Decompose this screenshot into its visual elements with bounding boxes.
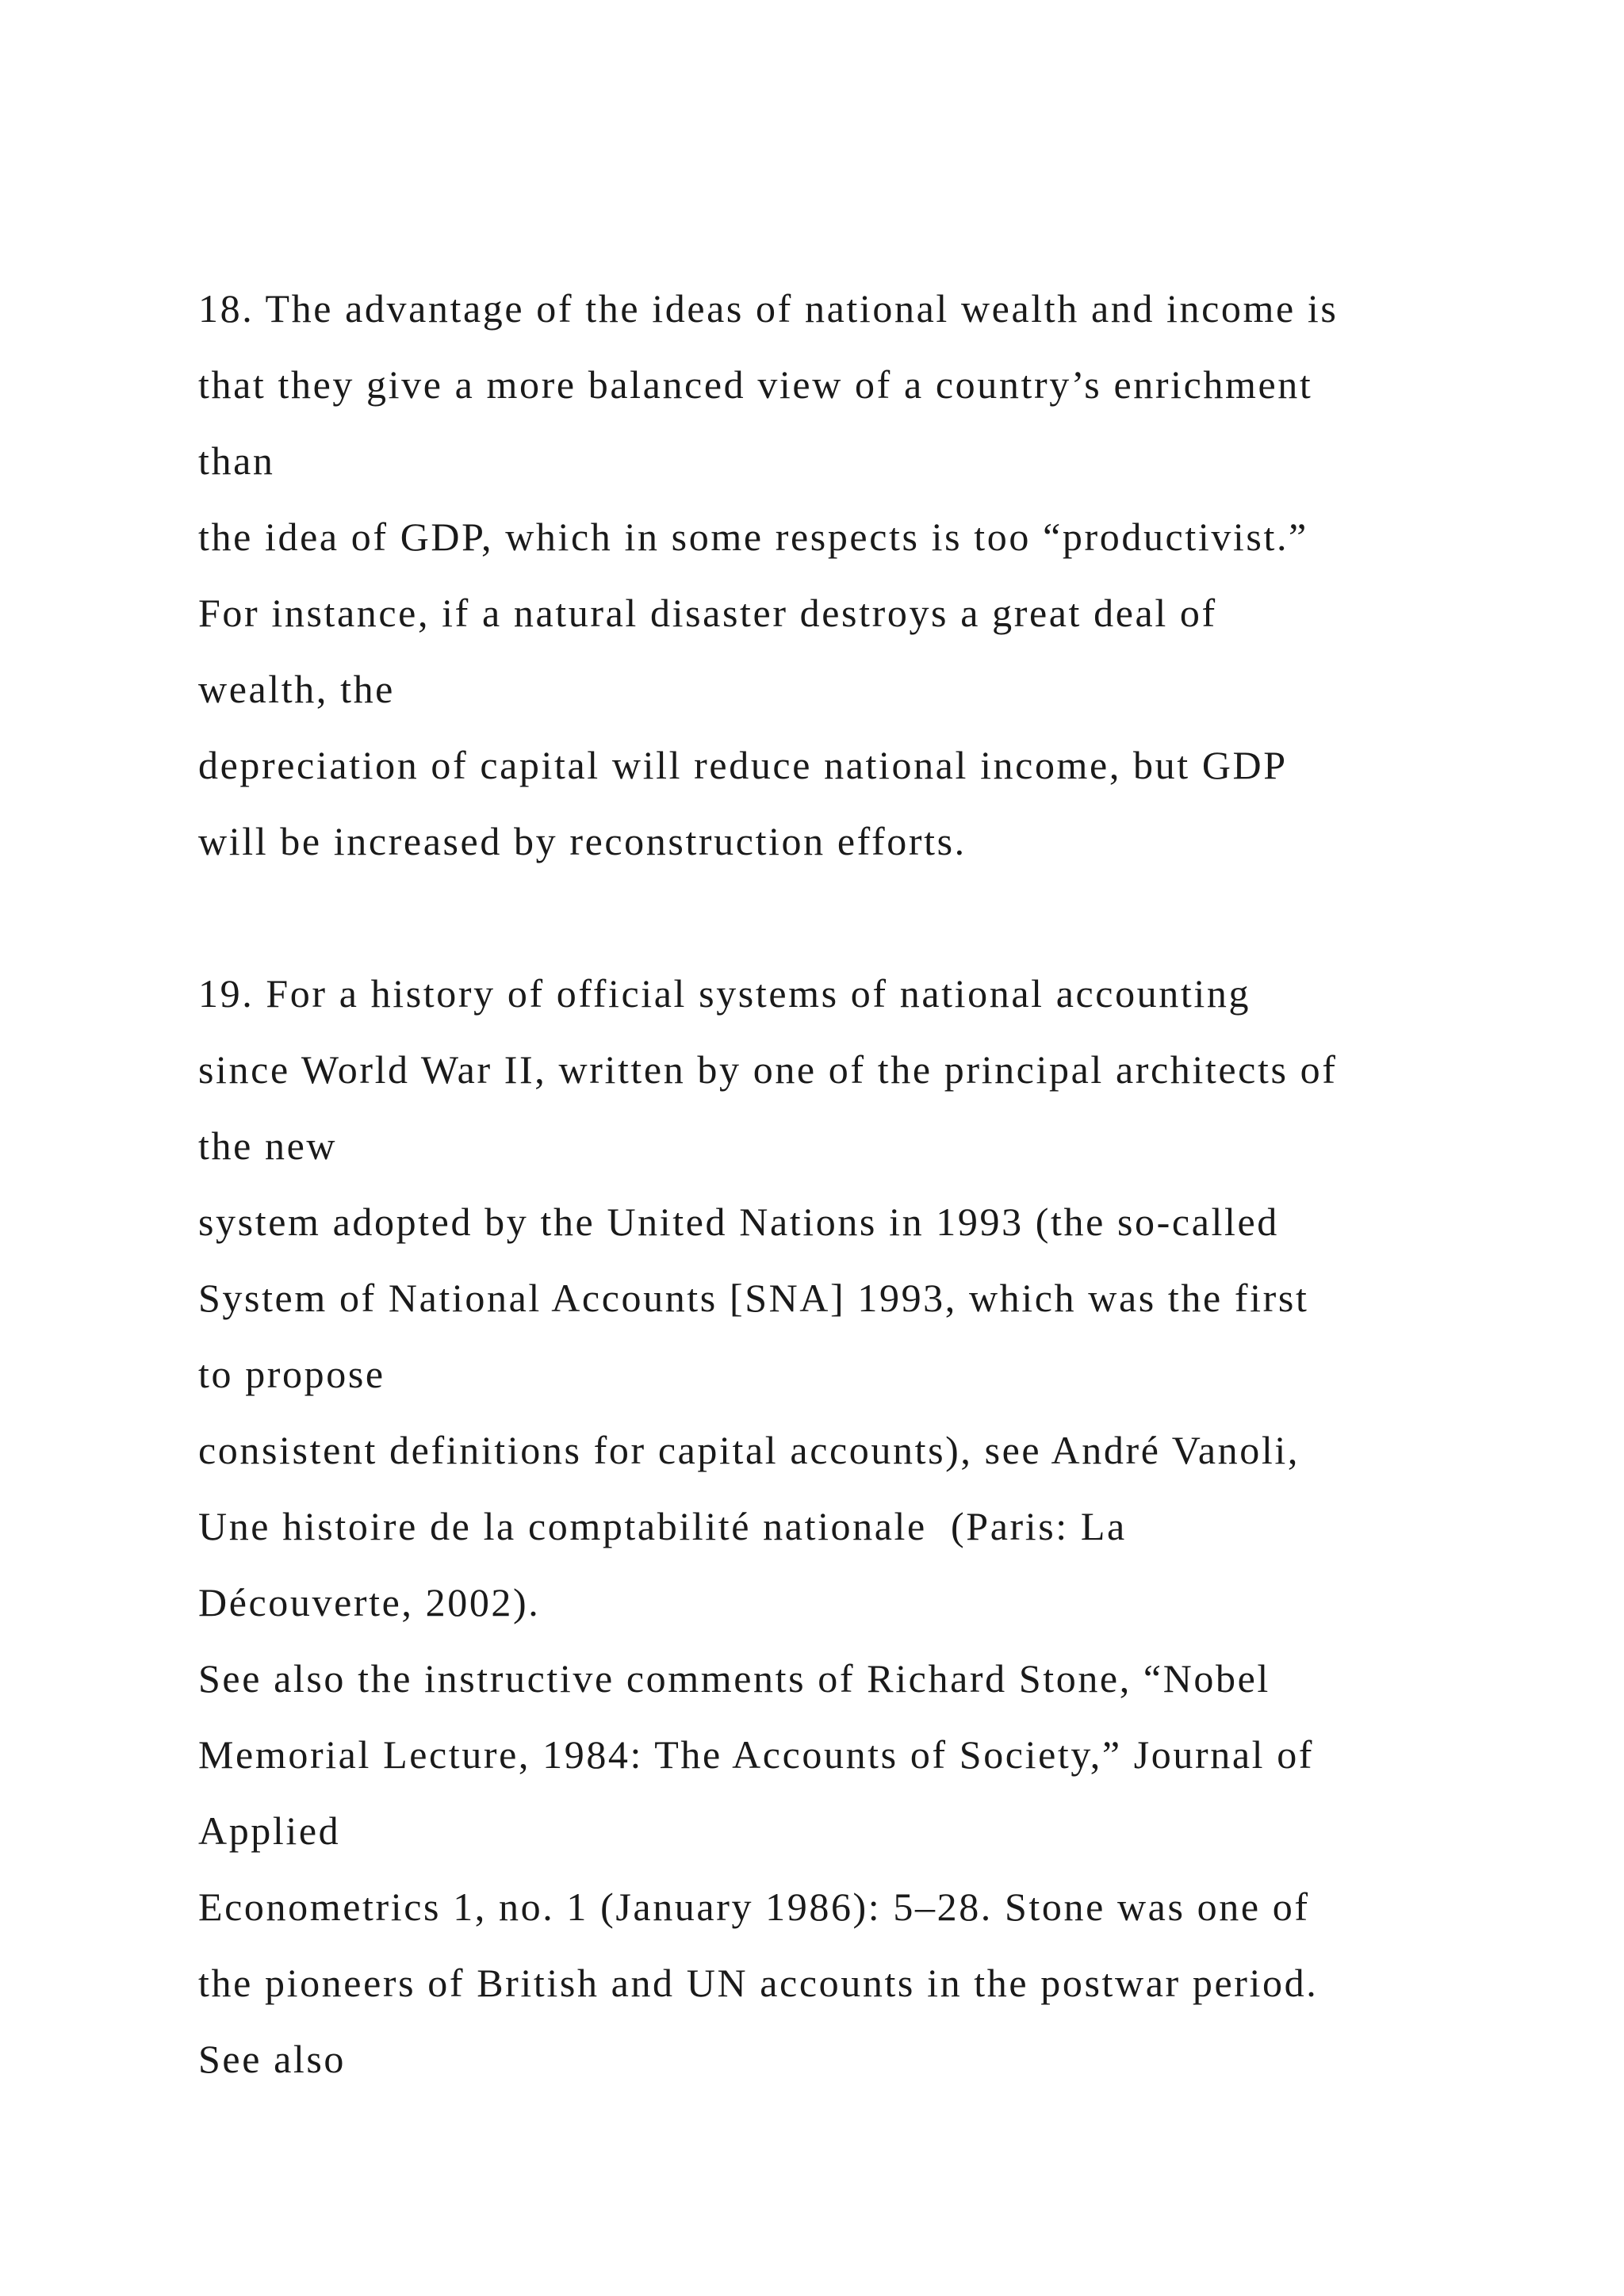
document-text xyxy=(198,270,1507,2097)
text-line: For instance, if a natural disaster destroys a great deal of xyxy=(198,591,1217,635)
text-line: See also the instructive comments of Richard Stone, “Nobel xyxy=(198,1656,1270,1701)
text-line: since World War II, written by one of the principal architects of xyxy=(198,1047,1338,1092)
paragraph-gap xyxy=(198,879,1507,955)
footnote-19 xyxy=(198,955,1507,2097)
text-line: that they give a more balanced view of a country’s enrichment xyxy=(198,362,1313,407)
text-line: the pioneers of British and UN accounts in the postwar period. xyxy=(198,1961,1319,2005)
footnote-18 xyxy=(198,270,1507,879)
text-line: 19. For a history of official systems of national accounting xyxy=(198,971,1251,1016)
text-line: wealth, the xyxy=(198,667,395,711)
text-line: System of National Accounts [SNA] 1993, which was the first xyxy=(198,1276,1309,1320)
text-line: the idea of GDP, which in some respects is too “productivist.” xyxy=(198,515,1308,559)
text-line: 18. The advantage of the ideas of national wealth and income is xyxy=(198,286,1339,331)
text-line: system adopted by the United Nations in 1993 (the so-called xyxy=(198,1200,1279,1244)
text-line: will be increased by reconstruction efforts. xyxy=(198,819,967,863)
text-line: consistent definitions for capital accounts), see André Vanoli, xyxy=(198,1428,1300,1472)
text-line: to propose xyxy=(198,1352,385,1396)
text-line: depreciation of capital will reduce national income, but GDP xyxy=(198,743,1288,787)
text-line: Applied xyxy=(198,1808,341,1853)
text-line: Memorial Lecture, 1984: The Accounts of Society,” Journal of xyxy=(198,1732,1315,1777)
text-line: See also xyxy=(198,2037,347,2081)
text-line: the new xyxy=(198,1123,338,1168)
text-line: Découverte, 2002). xyxy=(198,1580,541,1624)
text-line: Une histoire de la comptabilité nationale (Paris: La xyxy=(198,1504,1127,1548)
text-line: Econometrics 1, no. 1 (January 1986): 5–28. Stone was one of xyxy=(198,1885,1310,1929)
text-line: than xyxy=(198,438,275,483)
